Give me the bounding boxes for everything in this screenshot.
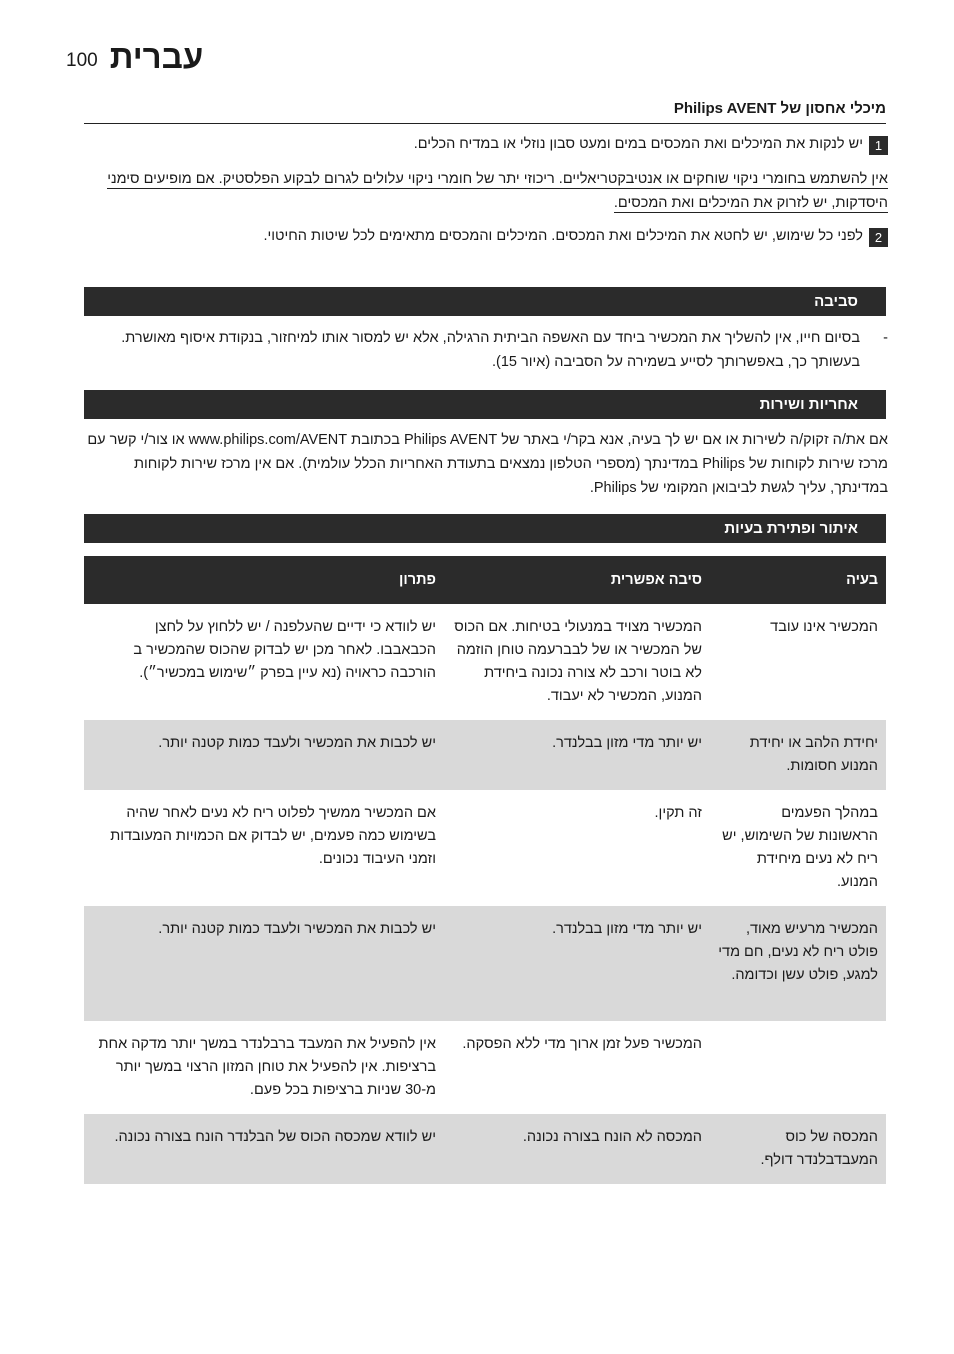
storage-warning-text: אין להשתמש בחומרי ניקוי שוחקים או אנטיבקטריאליים. ריכוזי יתר של חומרי ניקוי עלולים לגרום לבקוע הפלסטיק. אם מופיעים סימני היסדקות, יש לזרוק את המיכלים ואת המכסים.	[107, 171, 888, 211]
cell-solution: יש לכבות את המכשיר ולעבד כמות קטנה יותר.	[84, 906, 444, 1021]
environment-text: בסיום חייו, אין להשליך את המכשיר ביחד עם האשפה הביתית הרגילה, אלא יש למסור אותו למיחזור, בנקודת איסוף מאושרת. בעשותך כך, באפשרותך לסייע בשמירה על הסביבה (איור 15).	[121, 330, 860, 370]
column-header-solution: פתרון	[84, 556, 444, 604]
storage-heading-rule	[84, 123, 886, 124]
troubleshooting-heading: איתור ופתירת בעיות	[84, 514, 886, 543]
table-row	[84, 906, 886, 1021]
table-header-row	[84, 556, 886, 604]
cell-cause: יש יותר מדי מזון בבלנדר.	[444, 720, 710, 790]
bullet-dash: -	[883, 330, 888, 346]
storage-step-1	[84, 132, 888, 156]
environment-item	[84, 326, 888, 374]
cell-solution: יש לוודא כי ידיים שהעלפנה / יש ללחוץ על לחצן הכבאבבו. לאחר מכן יש לבדוק שהכוס שהמכשיר ב הורכבה כראויה (נא עיין בפרק ״שימוש במכשיר״).	[133, 619, 436, 681]
table-row	[84, 1021, 886, 1114]
cell-cause: זה תקין.	[654, 805, 702, 821]
cell-cause: יש יותר מדי מזון בבלנדר.	[444, 906, 710, 1021]
warranty-heading: אחריות ושירות	[84, 390, 886, 419]
cell-cause: המכשיר מצויד במנעולי בטיחות. אם הכוס של המכשיר או של לבברעמה טוחן הוזמה לא בוטר ורכב לא צורה נכונה ביחידת המנוע, המכשיר לא יעבוד.	[454, 619, 702, 704]
storage-warning	[84, 167, 888, 215]
warranty-text: אם את/ה זקוק/ה לשירות או אם יש לך בעיה, אנא בקר/י באתר של Philips AVENT בכתובת www.philips.com/AVENT או צור/י קשר עם מרכז שירות לקוחות של Philips במדינתך (מספרי הטלפון נמצאים בתעודת האחריות הכלל עולמית). אם אין מרכז שירות לקוחות במדינתך, עליך לגשת לביבואן המקומי של Philips.	[87, 432, 888, 496]
cell-cause: המכשיר פעל זמן ארוך מדי ללא הפסקה.	[462, 1036, 702, 1052]
cell-solution: אין להפעיל את המעבד ברבלנדר במשך יותר מדקה אחת ברציפות. אין להפעיל את טוחן המזון הרצוי במשך יותר מ-30 שניות ברציפות בכל פעם.	[98, 1036, 436, 1098]
cell-problem: המכשיר מרעיש מאוד, פולט ריח לא נעים, חם מדי למגע, פולט עשן וכדומה.	[710, 906, 886, 1021]
storage-step-1-text: יש לנקות את המיכלים ואת המכסים במים ומעט סבון נוזלי או במדיח הכלים.	[413, 136, 863, 152]
environment-heading: סביבה	[84, 287, 886, 316]
table-row	[84, 1114, 886, 1184]
storage-step-2-text: לפני כל שימוש, יש לחטא את המיכלים ואת המכסים. המיכלים והמכסים מתאימים לכל שיטות החיטוי.	[263, 228, 863, 244]
cell-problem: יחידת הלהב או יחידת המנוע חסומות.	[710, 720, 886, 790]
cell-problem: המכסה של כוס המעבדבלנדר דולף.	[710, 1114, 886, 1184]
step-number-1: 1	[869, 136, 888, 155]
table-row	[84, 790, 886, 906]
cell-solution: אם המכשיר ממשיך לפלוט ריח לא נעים לאחר שהיה בשימוש כמה פעמים, יש לבדוק אם הכמויות המעובדות וזמני העיבוד נכונים.	[110, 805, 436, 867]
column-header-cause: סיבה אפשרית	[444, 556, 710, 604]
page-header	[66, 38, 203, 76]
page-number: 100	[66, 50, 98, 71]
table-row	[84, 720, 886, 790]
table-row	[84, 604, 886, 720]
cell-problem	[710, 1021, 886, 1114]
page-title: עברית	[109, 38, 204, 75]
storage-heading: מיכלי אחסון של Philips AVENT	[673, 100, 886, 117]
cell-solution: יש לוודא שמכסה הכוס של הבלנדר הונח בצורה נכונה.	[84, 1114, 444, 1184]
column-header-problem: בעיה	[710, 556, 886, 604]
cell-cause: המכסה לא הונח בצורה נכונה.	[444, 1114, 710, 1184]
step-number-2: 2	[869, 228, 888, 247]
cell-solution: יש לכבות את המכשיר ולעבד כמות קטנה יותר.	[84, 720, 444, 790]
storage-step-2	[84, 224, 888, 248]
cell-problem: המכשיר אינו עובד	[770, 619, 878, 635]
cell-problem: במהלך הפעמים הראשונות של השימוש, יש ריח לא נעים מיחידת המנוע.	[722, 805, 878, 890]
troubleshooting-table	[84, 556, 886, 1184]
